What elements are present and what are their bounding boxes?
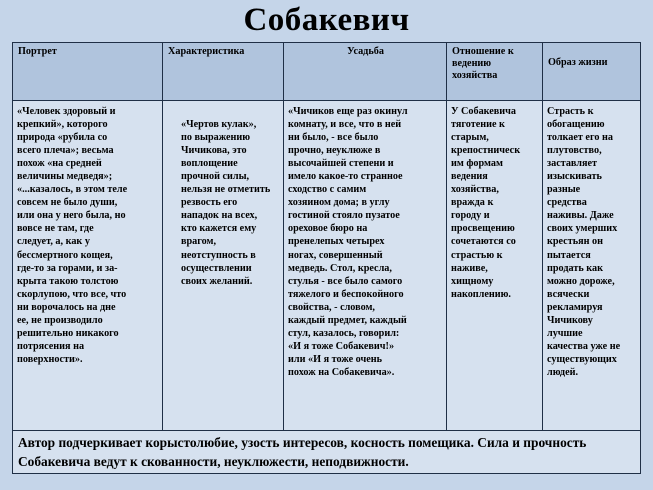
header-lifestyle bbox=[543, 43, 641, 101]
cell-lifestyle bbox=[543, 101, 641, 431]
cell-characteristic-text: «Чертов кулак», по выражению Чичикова, это воплощение прочной силы, нельзя не отметить резвость его нападок на всех, кто кажется ему врагом, неотступность в осуществлении своих желаний. bbox=[181, 119, 271, 287]
header-lifestyle-label: Образ жизни bbox=[548, 57, 608, 68]
table-header-row bbox=[13, 43, 641, 101]
header-household-attitude bbox=[447, 43, 543, 101]
header-estate-label: Усадьба bbox=[347, 46, 384, 57]
conclusion-row bbox=[13, 431, 641, 474]
header-household-attitude-label: Отношение к ведению хозяйства bbox=[452, 46, 514, 81]
cell-portrait bbox=[13, 101, 163, 431]
header-characteristic-label: Характеристика bbox=[168, 46, 245, 57]
slide-title: Собакевич bbox=[243, 2, 410, 38]
cell-household-attitude bbox=[447, 101, 543, 431]
header-portrait bbox=[13, 43, 163, 101]
conclusion-cell bbox=[13, 431, 641, 474]
cell-household-attitude-text: У Собакевича тяготение к старым, крепостническ им формам ведения хозяйства, вражда к городу и просвещению сочетаются со страстью к наживе, хищному накоплению. bbox=[451, 106, 521, 300]
cell-characteristic bbox=[163, 101, 284, 431]
cell-estate bbox=[284, 101, 447, 431]
header-portrait-label: Портрет bbox=[18, 46, 57, 57]
header-estate bbox=[284, 43, 447, 101]
table-row bbox=[13, 101, 641, 431]
header-characteristic bbox=[163, 43, 284, 101]
conclusion-text: Автор подчеркивает корыстолюбие, узость интересов, косность помещика. Сила и прочность Собакевича ведут к скованности, неуклюжести, неподвижности. bbox=[18, 435, 587, 469]
cell-portrait-text: «Человек здоровый и крепкий», которого природа «рубила со всего плеча»; весьма похож «на средней величины медведя»; «...казалось, в этом теле совсем не было души, или она у него была, но вовсе не там, где следует, а, как у бессмертного кощея, где-то за горами, и за- крыта такою толстою скорлупою, что все, что ни ворочалось на дне ее, не производило решительно никакого потрясения на поверхности». bbox=[17, 106, 128, 365]
cell-lifestyle-text: Страсть к обогащению толкает его на плутовство, заставляет изыскивать разные средства наживы. Даже своих умерших крестьян он пытается продать как можно дороже, всячески рекламируя Чичикову лучшие качества уже не существующих людей. bbox=[547, 106, 621, 378]
characteristics-table bbox=[12, 42, 641, 474]
cell-estate-text: «Чичиков еще раз окинул комнату, и все, что в ней ни было, - все было прочно, неуклюже в высочайшей степени и имело какое-то странное сходство с самим хозяином дома; в углу гостиной стояло пузатое ореховое бюро на пренелепых четырех ногах, совершенный медведь. Стол, кресла, стулья - все было самого тяжелого и беспокойного свойства, - словом, каждый предмет, каждый стул, казалось, говорил: «И я тоже Собакевич!» или «И я тоже очень похож на Собакевича». bbox=[288, 106, 408, 378]
